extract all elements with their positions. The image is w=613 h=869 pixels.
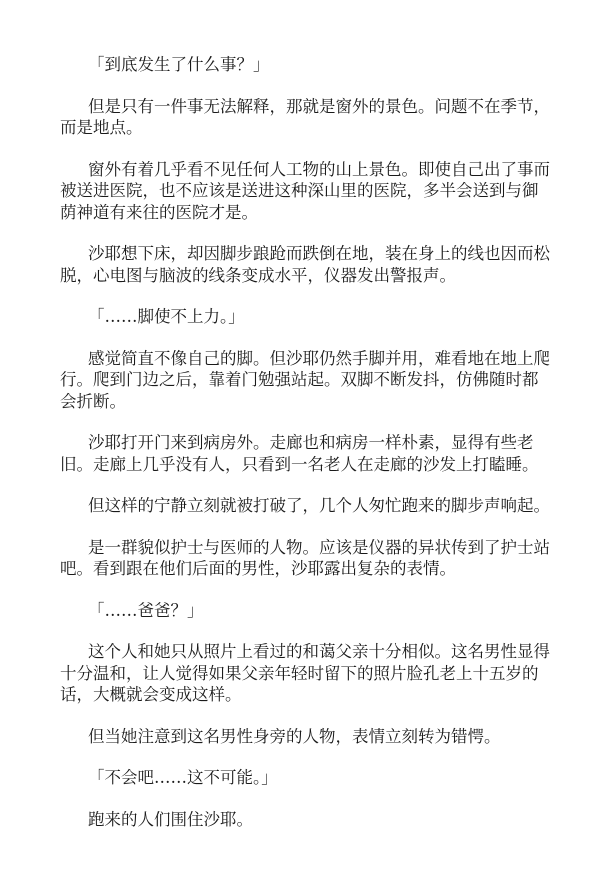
paragraph-11: 这个人和她只从照片上看过的和蔼父亲十分相似。这名男性显得十分温和，让人觉得如果父亲年轻时留下的照片脸孔老上十五岁的话，大概就会变成这样。	[60, 642, 550, 704]
paragraph-7: 沙耶打开门来到病房外。走廊也和病房一样朴素，显得有些老旧。走廊上几乎没有人，只看到一名老人在走廊的沙发上打瞌睡。	[60, 433, 539, 474]
paragraph-1: 「到底发生了什么事？」	[88, 55, 270, 74]
paragraph-8: 但这样的宁静立刻就被打破了，几个人匆忙跑来的脚步声响起。	[88, 496, 550, 515]
paragraph-6: 感觉简直不像自己的脚。但沙耶仍然手脚并用，难看地在地上爬行。爬到门边之后，靠着门勉强站起。双脚不断发抖，仿佛随时都会折断。	[60, 348, 550, 411]
paragraph-3: 窗外有着几乎看不见任何人工物的山上景色。即使自己出了事而被送进医院，也不应该是送进这种深山里的医院，多半会送到与御荫神道有来往的医院才是。	[60, 159, 550, 222]
paragraph-2: 但是只有一件事无法解释，那就是窗外的景色。问题不在季节，而是地点。	[60, 96, 550, 137]
paragraph-9: 是一群貌似护士与医师的人物。应该是仪器的异状传到了护士站吧。看到跟在他们后面的男性，沙耶露出复杂的表情。	[60, 537, 550, 578]
paragraph-4: 沙耶想下床，却因脚步踉跄而跌倒在地，装在身上的线也因而松脱，心电图与脑波的线条变成水平，仪器发出警报声。	[60, 244, 550, 285]
paragraph-13: 「不会吧……这不可能。」	[88, 768, 278, 787]
paragraph-5: 「……脚使不上力。」	[88, 307, 245, 326]
paragraph-12: 但当她注意到这名男性身旁的人物，表情立刻转为错愕。	[88, 726, 501, 746]
paragraph-14: 跑来的人们围住沙耶。	[88, 809, 253, 829]
paragraph-10: 「……爸爸？」	[88, 600, 204, 620]
